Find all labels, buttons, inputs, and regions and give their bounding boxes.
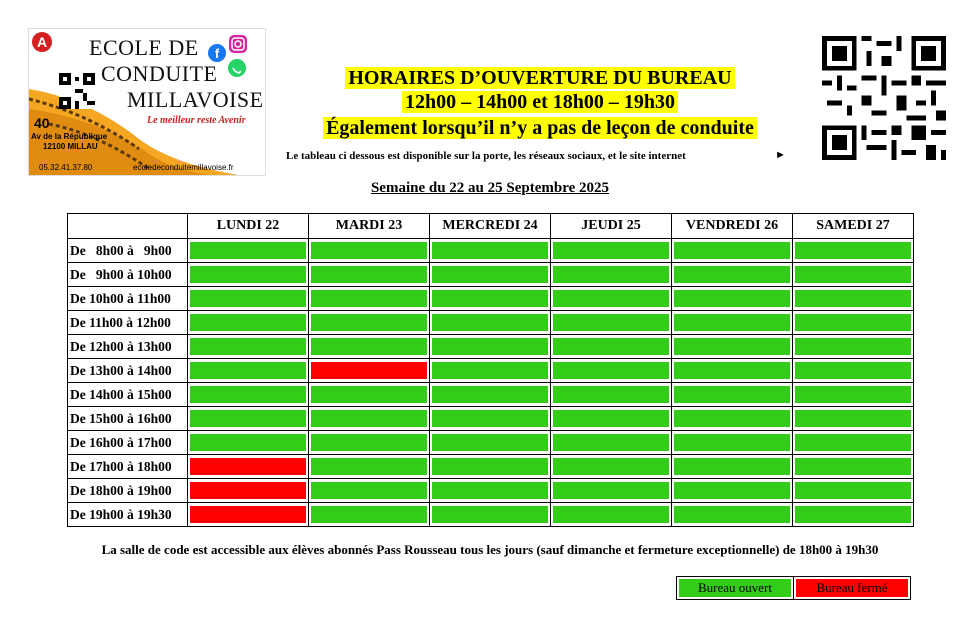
schedule-cell [309, 503, 430, 527]
slot-open [190, 314, 306, 331]
slot-open [190, 290, 306, 307]
opening-hours-header [270, 66, 810, 142]
schedule-cell [793, 479, 914, 503]
schedule-cell [188, 479, 309, 503]
schedule-cell [309, 311, 430, 335]
logo-city: 12100 MILLAU [43, 142, 98, 151]
logo-title-line1: ECOLE DE [89, 35, 199, 60]
slot-open [311, 410, 427, 427]
legend [676, 576, 911, 600]
schedule-cell [551, 239, 672, 263]
schedule-cell [309, 455, 430, 479]
schedule-cell [793, 503, 914, 527]
schedule-cell [430, 503, 551, 527]
schedule-cell [793, 239, 914, 263]
slot-open [795, 314, 911, 331]
schedule-cell [672, 359, 793, 383]
slot-closed [311, 362, 427, 379]
schedule-cell [672, 431, 793, 455]
slot-open [190, 242, 306, 259]
time-slot-label: De 8h00 à 9h00 [68, 239, 188, 263]
day-header: JEUDI 25 [551, 214, 672, 239]
slot-open [311, 242, 427, 259]
schedule-cell [188, 287, 309, 311]
slot-open [674, 506, 790, 523]
logo-phone: 05.32.41.37.80 [39, 163, 93, 172]
header-subtitle: Également lorsqu’il n’y a pas de leçon de conduite [323, 117, 757, 139]
slot-open [553, 290, 669, 307]
facebook-icon [208, 44, 226, 62]
schedule-cell [430, 479, 551, 503]
day-header: LUNDI 22 [188, 214, 309, 239]
schedule-cell [309, 287, 430, 311]
schedule-cell [430, 335, 551, 359]
instagram-icon [229, 35, 247, 53]
slot-open [190, 266, 306, 283]
table-row [68, 359, 914, 383]
schedule-cell [188, 239, 309, 263]
header-note: Le tableau ci dessous est disponible sur la porte, les réseaux sociaux, et le site internet [286, 150, 686, 162]
schedule-cell [188, 263, 309, 287]
slot-open [553, 434, 669, 451]
slot-open [795, 266, 911, 283]
schedule-cell [672, 311, 793, 335]
schedule-cell [793, 383, 914, 407]
schedule-cell [793, 287, 914, 311]
slot-open [674, 338, 790, 355]
schedule-cell [188, 455, 309, 479]
schedule-cell [188, 335, 309, 359]
table-row [68, 479, 914, 503]
slot-open [311, 290, 427, 307]
schedule-cell [188, 431, 309, 455]
schedule-cell [309, 263, 430, 287]
time-slot-label: De 16h00 à 17h00 [68, 431, 188, 455]
slot-open [311, 482, 427, 499]
schedule-cell [430, 359, 551, 383]
slot-open [795, 290, 911, 307]
schedule-cell [309, 359, 430, 383]
schedule-cell [430, 407, 551, 431]
slot-open [190, 434, 306, 451]
schedule-cell [672, 503, 793, 527]
slot-open [432, 266, 548, 283]
table-row [68, 407, 914, 431]
time-slot-label: De 11h00 à 12h00 [68, 311, 188, 335]
slot-open [795, 386, 911, 403]
slot-open [553, 458, 669, 475]
schedule-cell [430, 431, 551, 455]
whatsapp-icon [228, 59, 246, 77]
slot-open [795, 362, 911, 379]
time-slot-label: De 15h00 à 16h00 [68, 407, 188, 431]
slot-open [795, 458, 911, 475]
slot-closed [190, 482, 306, 499]
slot-closed [190, 506, 306, 523]
time-slot-label: De 12h00 à 13h00 [68, 335, 188, 359]
table-row [68, 335, 914, 359]
schedule-cell [551, 335, 672, 359]
slot-open [311, 506, 427, 523]
slot-open [432, 458, 548, 475]
schedule-cell [430, 263, 551, 287]
schedule-cell [551, 359, 672, 383]
table-row [68, 455, 914, 479]
time-slot-label: De 13h00 à 14h00 [68, 359, 188, 383]
slot-open [795, 482, 911, 499]
slot-closed [190, 458, 306, 475]
slot-open [311, 338, 427, 355]
schedule-cell [551, 455, 672, 479]
schedule-cell [188, 359, 309, 383]
slot-open [674, 458, 790, 475]
schedule-cell [430, 311, 551, 335]
schedule-cell [672, 263, 793, 287]
logo-street: Av de la République [31, 132, 108, 141]
table-row [68, 503, 914, 527]
slot-open [553, 386, 669, 403]
schedule-cell [430, 287, 551, 311]
slot-open [674, 314, 790, 331]
time-slot-label: De 17h00 à 18h00 [68, 455, 188, 479]
slot-open [432, 434, 548, 451]
schedule-cell [551, 311, 672, 335]
driving-school-a-icon [31, 31, 53, 53]
schedule-cell [551, 407, 672, 431]
slot-open [432, 242, 548, 259]
schedule-cell [188, 311, 309, 335]
slot-open [795, 410, 911, 427]
slot-open [553, 314, 669, 331]
schedule-cell [430, 383, 551, 407]
schedule-cell [551, 479, 672, 503]
slot-open [311, 434, 427, 451]
logo-website: ecoledeconduitemillavoise.fr [133, 163, 234, 172]
social-icons [205, 33, 255, 83]
schedule-cell [430, 239, 551, 263]
schedule-corner [68, 214, 188, 239]
legend-open: Bureau ouvert [679, 579, 791, 597]
slot-open [674, 434, 790, 451]
arrow-right-icon: ► [775, 149, 786, 161]
slot-open [311, 458, 427, 475]
day-header: MARDI 23 [309, 214, 430, 239]
table-row [68, 287, 914, 311]
header-title: HORAIRES D’OUVERTURE DU BUREAU [345, 67, 734, 89]
slot-open [311, 386, 427, 403]
schedule-cell [551, 503, 672, 527]
slot-open [674, 386, 790, 403]
slot-open [432, 338, 548, 355]
schedule-body [68, 239, 914, 527]
time-slot-label: De 9h00 à 10h00 [68, 263, 188, 287]
schedule-cell [309, 431, 430, 455]
svg-text:A: A [36, 34, 48, 50]
slot-open [311, 266, 427, 283]
school-logo [28, 28, 266, 176]
slot-open [674, 290, 790, 307]
table-row [68, 239, 914, 263]
slot-open [190, 362, 306, 379]
schedule-cell [188, 407, 309, 431]
time-slot-label: De 10h00 à 11h00 [68, 287, 188, 311]
slot-open [432, 386, 548, 403]
slot-open [432, 506, 548, 523]
table-row [68, 311, 914, 335]
logo-title-line2: CONDUITE [101, 61, 218, 86]
slot-open [311, 314, 427, 331]
logo-title-line3: MILLAVOISE [127, 87, 264, 112]
slot-open [432, 362, 548, 379]
schedule-cell [551, 263, 672, 287]
slot-open [795, 434, 911, 451]
schedule-cell [309, 479, 430, 503]
schedule-cell [309, 239, 430, 263]
slot-open [190, 338, 306, 355]
day-header: MERCREDI 24 [430, 214, 551, 239]
table-row [68, 383, 914, 407]
day-header: SAMEDI 27 [793, 214, 914, 239]
schedule-cell [430, 455, 551, 479]
schedule-cell [672, 239, 793, 263]
table-row [68, 263, 914, 287]
slot-open [674, 410, 790, 427]
schedule-header-row [68, 214, 914, 239]
logo-address [31, 132, 107, 152]
schedule-table [67, 213, 914, 527]
slot-open [795, 506, 911, 523]
slot-open [795, 338, 911, 355]
slot-open [432, 314, 548, 331]
slot-open [432, 290, 548, 307]
schedule-cell [309, 383, 430, 407]
schedule-cell [793, 455, 914, 479]
schedule-cell [793, 431, 914, 455]
slot-open [674, 242, 790, 259]
slot-open [190, 386, 306, 403]
slot-open [553, 482, 669, 499]
slot-open [553, 410, 669, 427]
code-room-footnote: La salle de code est accessible aux élèves abonnés Pass Rousseau tous les jours (sauf dimanche et fermeture exceptionnelle) de 18h00 à 19h30 [101, 542, 879, 557]
schedule-cell [672, 479, 793, 503]
schedule-cell [309, 335, 430, 359]
slot-open [553, 266, 669, 283]
qr-code-icon [822, 36, 946, 160]
logo-street-number: 40 [34, 115, 50, 131]
schedule-cell [672, 455, 793, 479]
schedule-cell [188, 503, 309, 527]
slot-open [674, 482, 790, 499]
schedule-cell [793, 311, 914, 335]
slot-open [432, 410, 548, 427]
day-header: VENDREDI 26 [672, 214, 793, 239]
schedule-cell [672, 383, 793, 407]
slot-open [674, 266, 790, 283]
schedule-cell [672, 335, 793, 359]
table-row [68, 431, 914, 455]
schedule-cell [551, 431, 672, 455]
slot-open [795, 242, 911, 259]
schedule-cell [793, 263, 914, 287]
slot-open [190, 410, 306, 427]
schedule-cell [793, 335, 914, 359]
schedule-cell [793, 359, 914, 383]
slot-open [432, 482, 548, 499]
header-hours: 12h00 – 14h00 et 18h00 – 19h30 [402, 91, 678, 113]
slot-open [553, 506, 669, 523]
time-slot-label: De 14h00 à 15h00 [68, 383, 188, 407]
schedule-cell [672, 287, 793, 311]
slot-open [674, 362, 790, 379]
slot-open [553, 242, 669, 259]
slot-open [553, 362, 669, 379]
schedule-cell [188, 383, 309, 407]
schedule-cell [551, 383, 672, 407]
time-slot-label: De 19h00 à 19h30 [68, 503, 188, 527]
schedule-cell [672, 407, 793, 431]
slot-open [553, 338, 669, 355]
schedule-cell [309, 407, 430, 431]
legend-closed: Bureau fermé [796, 579, 908, 597]
week-title: Semaine du 22 au 25 Septembre 2025 [370, 180, 610, 196]
schedule-cell [793, 407, 914, 431]
svg-text:f: f [214, 46, 220, 61]
schedule-cell [551, 287, 672, 311]
logo-slogan: Le meilleur reste Avenir [147, 115, 246, 126]
time-slot-label: De 18h00 à 19h00 [68, 479, 188, 503]
